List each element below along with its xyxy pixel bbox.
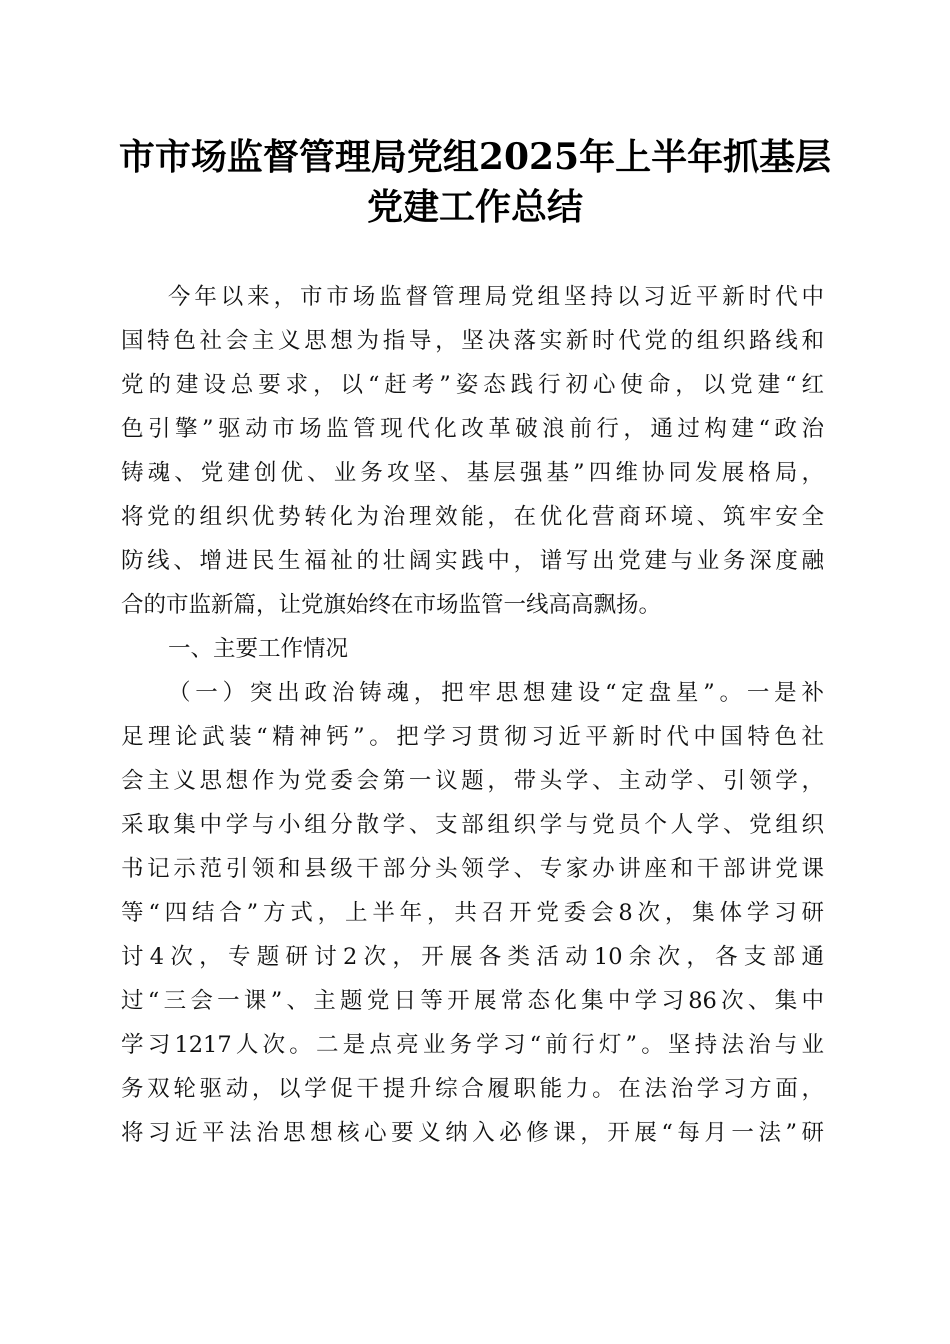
text-line: 书记示范引领和县级干部分头领学、专家办讲座和干部讲党课 [121, 856, 824, 882]
text-line: 采取集中学与小组分散学、支部组织学与党员个人学、党组织 [121, 812, 824, 838]
text-line: 会主义思想作为党委会第一议题，带头学、主动学、引领学， [121, 768, 824, 794]
section-heading: 一、主要工作情况 [168, 636, 349, 662]
text-line: 合的市监新篇，让党旗始终在市场监管一线高高飘扬。 [121, 592, 662, 618]
text-line: 防线、增进民生福祉的壮阔实践中，谱写出党建与业务深度融 [121, 548, 824, 574]
text-line: 等“四结合”方式，上半年，共召开党委会8次，集体学习研 [121, 900, 824, 926]
text-line: 足理论武装“精神钙”。把学习贯彻习近平新时代中国特色社 [121, 724, 824, 750]
text-line: 讨4次，专题研讨2次，开展各类活动10余次，各支部通 [121, 944, 824, 970]
text-line: 色引擎”驱动市场监管现代化改革破浪前行，通过构建“政治 [121, 416, 824, 442]
text-line: 党的建设总要求，以“赶考”姿态践行初心使命，以党建“红 [121, 372, 824, 398]
text-line: 铸魂、党建创优、业务攻坚、基层强基”四维协同发展格局， [121, 460, 824, 486]
title-line-2: 党建工作总结 [366, 186, 583, 228]
text-line: （一）突出政治铸魂，把牢思想建设“定盘星”。一是补 [168, 680, 824, 706]
text-line: 过“三会一课”、主题党日等开展常态化集中学习86次、集中 [121, 988, 824, 1014]
text-line: 国特色社会主义思想为指导，坚决落实新时代党的组织路线和 [121, 328, 824, 354]
text-line: 将习近平法治思想核心要义纳入必修课，开展“每月一法”研 [121, 1120, 824, 1146]
text-line: 务双轮驱动，以学促干提升综合履职能力。在法治学习方面， [121, 1076, 824, 1102]
text-line: 今年以来，市市场监督管理局党组坚持以习近平新时代中 [168, 284, 824, 310]
document-title [100, 132, 850, 232]
title-line-1: 市市场监督管理局党组2025年上半年抓基层 [118, 136, 832, 178]
text-line: 学习1217人次。二是点亮业务学习“前行灯”。坚持法治与业 [121, 1032, 824, 1058]
text-line: 将党的组织优势转化为治理效能，在优化营商环境、筑牢安全 [121, 504, 824, 530]
intro-paragraph [121, 275, 824, 627]
section-paragraph [121, 671, 824, 1155]
document-body [121, 275, 824, 1155]
